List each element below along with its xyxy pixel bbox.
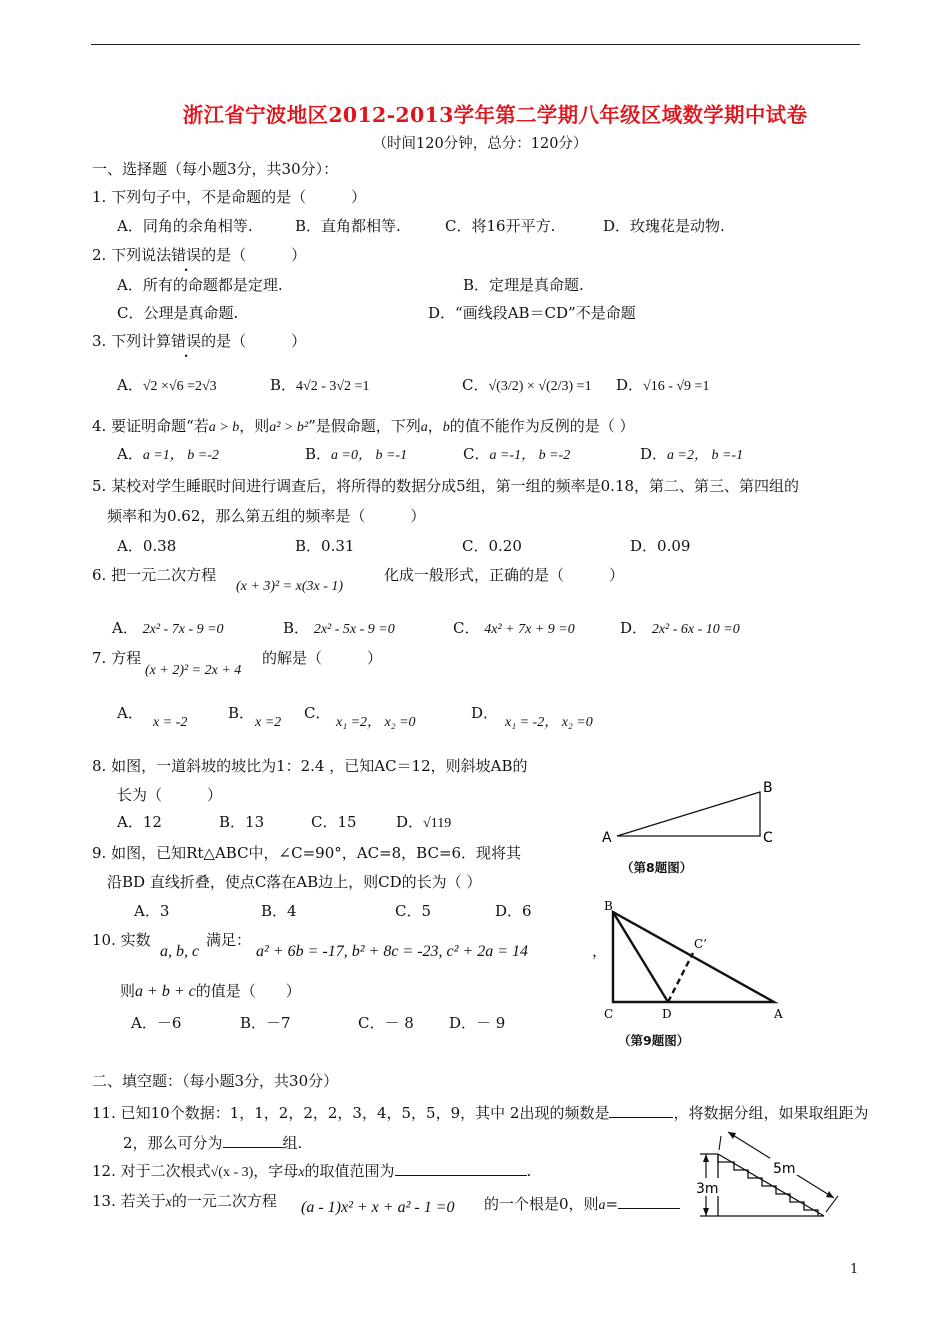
q3-option-c: C．√(3/2) × √(2/3) =1 [462,376,592,394]
slope-figure [600,774,790,846]
q9-option-c: C．5 [395,902,432,920]
stair-figure [688,1120,848,1222]
page-number: 1 [850,1262,859,1277]
q4-option-b: B．a =0， b =-1 [305,445,408,463]
q5-stem-line1: 5. 某校对学生睡眠时间进行调查后，将所得的数据分成5组，第一组的频率是0.18，第二、第三、第四组的 [92,477,800,495]
q6-stem-math: (x + 3)² = x(3x - 1) [236,579,344,594]
fig9-label-a: A [774,1007,783,1021]
q3-option-d: D．√16 - √9 =1 [616,376,710,394]
q7-option-c-math: x₁ =2， x₂ =0 [336,715,416,730]
stair-label-5m: 5m [773,1161,796,1177]
q13-blank [618,1194,680,1209]
q8-option-b: B．13 [219,813,265,831]
section-2-heading: 二、填空题：（每小题3分，共30分） [92,1072,339,1090]
q10-option-b: B．－7 [240,1014,291,1032]
section-1-heading: 一、选择题（每小题3分，共30分）： [92,160,339,178]
q7-stem-math: (x + 2)² = 2x + 4 [145,663,242,678]
q6-stem-pre: 6. 把一元二次方程 [92,566,217,584]
q2-option-a: A．所有的命题都是定理. [117,276,283,294]
fig8-label-a: A [602,830,612,846]
q9-option-a: A．3 [134,902,170,920]
q3-option-a: A．√2 ×√6 =2√3 [117,376,217,394]
q7-stem-post: 的解是（ ） [262,649,383,667]
fig8-caption: （第8题图） [621,860,693,875]
q8-option-d: D．√119 [396,813,452,831]
q7-stem-pre: 7. 方程 [92,649,142,667]
q4-stem: 4. 要证明命题“若a > b，则a² > b²”是假命题，下列a，b的值不能作为反例的是（ ） [92,417,635,435]
q1-stem: 1. 下列句子中，不是命题的是（ ） [92,188,367,206]
q8-stem-line2: 长为（ ） [117,786,223,804]
q1-option-d: D．玫瑰花是动物. [603,217,725,235]
q10-stem-vars: a, b, c [160,943,200,960]
q13-stem-math: (a - 1)x² + x + a² - 1 =0 [301,1199,455,1216]
q7-option-c-label: C． [304,704,331,722]
q7-option-a-label: A． [117,704,143,722]
page-title: 浙江省宁波地区2012-2013学年第二学期八年级区域数学期中试卷 [182,103,808,127]
fold-line-bd [613,912,668,1002]
q3-stem: 3. 下列计算错误的是（ ） [92,332,307,350]
q5-stem-line2: 频率和为0.62，那么第五组的频率是（ ） [107,507,426,525]
q10-option-c: C．－ 8 [358,1014,414,1032]
q7-option-d-math: x₁ = -2， x₂ =0 [505,715,593,730]
q10-stem-mid: 满足： [206,931,252,949]
q11-blank-2 [223,1133,283,1148]
fig9-label-c-prime: C’ [694,937,707,951]
fig9-label-d: D [662,1007,672,1021]
q7-option-b-math: x =2 [255,715,282,730]
dashed-dc [668,953,693,1002]
q10-stem-tail: ， [592,942,608,960]
q2-option-d: D．“画线段AB＝CD”不是命题 [428,304,636,322]
stair-label-3m: 3m [696,1181,719,1197]
fig9-caption: （第9题图） [618,1033,690,1048]
q8-option-c: C．15 [311,813,357,831]
q11-blank-1 [609,1103,673,1118]
q8-stem-line1: 8. 如图，一道斜坡的坡比为1：2.4 ，已知AC＝12，则斜坡AB的 [92,757,528,775]
q6-option-c: C． 4x² + 7x + 9 =0 [453,619,575,637]
slope-triangle [617,792,760,836]
q4-option-a: A．a =1， b =-2 [117,445,219,463]
fig9-label-c: C [604,1007,614,1021]
q5-option-d: D．0.09 [630,537,691,555]
q9-stem-line1: 9. 如图，已知Rt△ABC中，∠C=90°，AC=8，BC=6．现将其 [92,844,522,862]
q1-option-b: B．直角都相等. [295,217,401,235]
q6-option-d: D． 2x² - 6x - 10 =0 [620,619,740,637]
q12-stem: 12. 对于二次根式√(x - 3)，字母x的取值范围为 . [92,1162,532,1180]
q10-stem-math: a² + 6b = -17, b² + 8c = -23, c² + 2a = 14 [256,943,529,960]
q9-option-b: B．4 [261,902,297,920]
q5-option-b: B．0.31 [295,537,355,555]
q4-option-c: C．a =-1， b =-2 [463,445,571,463]
q5-option-a: A．0.38 [117,537,177,555]
q1-option-a: A．同角的余角相等. [117,217,253,235]
q13-stem-pre: 13. 若关于x的一元二次方程 [92,1192,277,1210]
triangle-abc [613,912,774,1002]
q2-option-c: C．公理是真命题. [117,304,239,322]
q6-option-b: B． 2x² - 5x - 9 =0 [283,619,395,637]
q7-option-d-label: D． [471,704,499,722]
header-rule [91,44,860,45]
q10-option-a: A．－6 [131,1014,182,1032]
fig8-label-c: C [763,830,773,846]
fig9-label-b: B [604,899,613,913]
q10-stem-pre: 10. 实数 [92,931,151,949]
q4-option-d: D．a =2， b =-1 [640,445,744,463]
q1-option-c: C．将16开平方. [445,217,556,235]
q5-option-c: C．0.20 [462,537,522,555]
q10-option-d: D．－ 9 [449,1014,506,1032]
fold-triangle-figure [598,896,788,1024]
q9-stem-line2: 沿BD 直线折叠，使点C落在AB边上，则CD的长为（ ） [107,873,482,891]
q6-stem-post: 化成一般形式，正确的是（ ） [384,566,625,584]
fig8-label-b: B [763,780,773,796]
q13-stem-post: 的一个根是0，则a= [484,1194,680,1213]
q12-blank [395,1161,527,1176]
q11-line2: 2，那么可分为 组. [123,1134,303,1152]
q7-option-b-label: B． [228,704,255,722]
page-subtitle: （时间120分钟，总分：120分） [372,136,588,152]
q7-option-a-math: x = -2 [153,715,188,730]
q10-line2: 则a + b + c的值是（ ） [120,982,301,1000]
q2-option-b: B．定理是真命题. [463,276,584,294]
q3-stem-key: 错误 [171,332,202,350]
q6-option-a: A． 2x² - 7x - 9 =0 [112,619,224,637]
q11-line1: 11. 已知10个数据：1，1，2，2，2，3，4，5，5，9，其中 2出现的频数是 ，将数据分组，如果取组距为 [92,1104,869,1122]
q2-stem-key: 错误 [171,246,202,264]
q2-stem: 2. 下列说法错误的是（ ） [92,246,307,264]
q8-option-a: A．12 [117,813,162,831]
q3-option-b: B．4√2 - 3√2 =1 [270,376,370,394]
q9-option-d: D．6 [495,902,532,920]
